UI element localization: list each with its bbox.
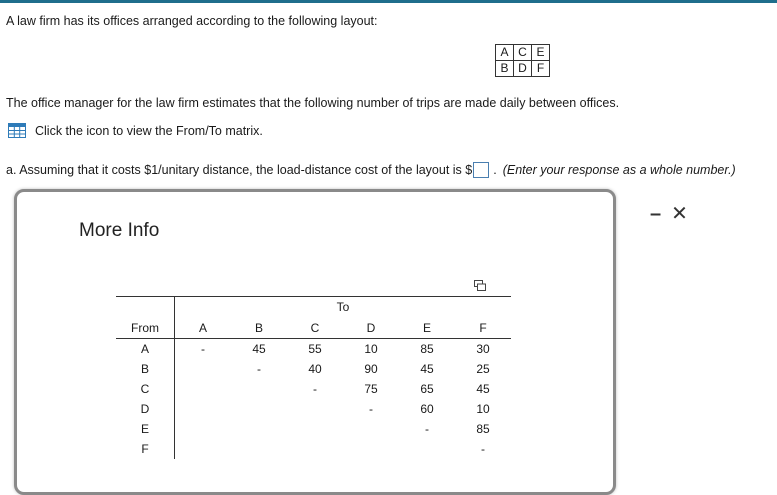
column-header: E — [399, 317, 455, 339]
view-matrix-link[interactable] — [8, 123, 263, 138]
matrix-cell: - — [313, 382, 317, 396]
office-cell: E — [532, 45, 550, 61]
office-cell: C — [514, 45, 532, 61]
column-header: C — [287, 317, 343, 339]
matrix-cell: - — [369, 402, 373, 416]
matrix-cell — [175, 379, 232, 399]
dialog-title: More Info — [79, 220, 160, 241]
matrix-link-text[interactable]: Click the icon to view the From/To matrix. — [35, 123, 263, 138]
office-cell: D — [514, 61, 532, 77]
table-row — [116, 419, 511, 439]
matrix-cell — [343, 439, 399, 459]
matrix-cell — [231, 439, 287, 459]
matrix-cell — [287, 439, 343, 459]
matrix-cell: - — [201, 342, 205, 356]
matrix-cell: 40 — [308, 362, 322, 376]
question-part-a: a. Assuming that it costs $1/unitary distance, the load-distance cost of the layout is $ . (Enter your response as a whole number.) — [6, 163, 736, 177]
from-to-matrix — [116, 296, 511, 459]
table-icon[interactable] — [8, 123, 26, 138]
office-cell: B — [496, 61, 514, 77]
copy-icon[interactable] — [474, 280, 486, 291]
matrix-cell — [231, 419, 287, 439]
matrix-cell: - — [481, 442, 485, 456]
matrix-cell — [175, 359, 232, 379]
matrix-cell: 55 — [308, 342, 322, 356]
row-label: A — [116, 339, 175, 360]
matrix-cell — [175, 439, 232, 459]
row-label: C — [116, 379, 175, 399]
close-button[interactable]: ✕ — [671, 203, 688, 225]
matrix-cell: 45 — [476, 382, 490, 396]
question-intro: A law firm has its offices arranged according to the following layout: — [6, 14, 378, 28]
part-a-hint: (Enter your response as a whole number.) — [502, 163, 736, 177]
part-a-text: a. Assuming that it costs $1/unitary distance, the load-distance cost of the layout is $ — [6, 163, 473, 177]
matrix-cell — [287, 419, 343, 439]
matrix-cell: - — [257, 362, 261, 376]
table-row — [116, 399, 511, 419]
matrix-cell: 90 — [364, 362, 378, 376]
matrix-cell — [399, 439, 455, 459]
row-label: E — [116, 419, 175, 439]
table-row — [116, 379, 511, 399]
matrix-cell: 85 — [476, 422, 490, 436]
matrix-cell: 30 — [476, 342, 490, 356]
matrix-cell — [287, 399, 343, 419]
matrix-cell: 45 — [252, 342, 266, 356]
minimize-button[interactable]: – — [650, 203, 662, 225]
matrix-cell: 75 — [364, 382, 378, 396]
matrix-cell: 25 — [476, 362, 490, 376]
column-header: B — [231, 317, 287, 339]
column-header: D — [343, 317, 399, 339]
matrix-cell: - — [425, 422, 429, 436]
column-header: F — [455, 317, 511, 339]
office-layout-grid — [495, 44, 550, 77]
matrix-cell — [231, 399, 287, 419]
to-label: To — [175, 297, 512, 318]
row-label: D — [116, 399, 175, 419]
office-cell: A — [496, 45, 514, 61]
from-label: From — [116, 317, 175, 339]
table-row — [116, 339, 511, 360]
answer-input[interactable] — [473, 162, 489, 178]
matrix-cell — [343, 419, 399, 439]
dialog-controls — [650, 204, 688, 224]
matrix-cell: 60 — [420, 402, 434, 416]
matrix-cell — [175, 419, 232, 439]
matrix-cell: 85 — [420, 342, 434, 356]
question-paragraph: The office manager for the law firm estimates that the following number of trips are made daily between offices. — [6, 96, 620, 110]
office-cell: F — [532, 61, 550, 77]
matrix-cell: 65 — [420, 382, 434, 396]
matrix-cell: 10 — [476, 402, 490, 416]
table-row — [116, 439, 511, 459]
matrix-cell — [175, 399, 232, 419]
row-label: F — [116, 439, 175, 459]
table-row — [116, 359, 511, 379]
matrix-cell — [231, 379, 287, 399]
top-accent-bar — [0, 0, 777, 3]
row-label: B — [116, 359, 175, 379]
matrix-cell: 45 — [420, 362, 434, 376]
matrix-cell: 10 — [364, 342, 378, 356]
column-header: A — [175, 317, 232, 339]
